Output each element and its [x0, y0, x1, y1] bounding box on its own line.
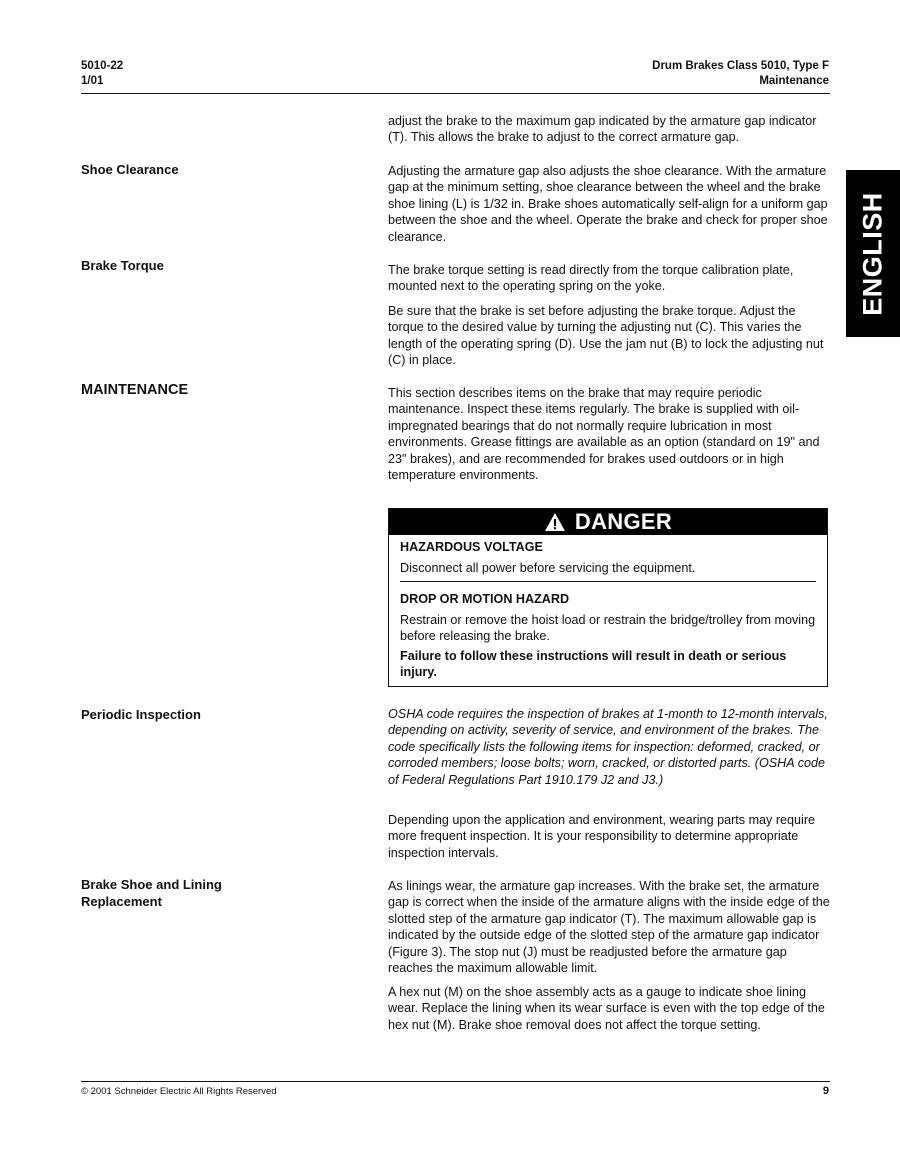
- doc-title: Drum Brakes Class 5010, Type F: [652, 60, 829, 72]
- heading-maintenance: MAINTENANCE: [81, 382, 189, 398]
- hazard-motion-text: Restrain or remove the hoist load or restrain the bridge/trolley from moving before releasing the brake.: [400, 613, 816, 644]
- danger-warning-text: Failure to follow these instructions will result in death or serious injury.: [400, 649, 787, 680]
- lining-paragraph-1: As linings wear, the armature gap increases. With the brake set, the armature gap is correct when the inside of the armature aligns with the inside edge of the slotted step of the armature gap indicator (T). The maximum allowable gap is indicated by the outside edge of the slotted step of the armature gap indicator (Figure 3). The stop nut (J) must be readjusted before the armature gap reaches the maximum allowable limit.: [388, 879, 830, 976]
- hazard-voltage-title: HAZARDOUS VOLTAGE: [400, 540, 543, 554]
- heading-brake-shoe-line2: Replacement: [81, 894, 162, 909]
- doc-date: 1/01: [81, 75, 104, 87]
- doc-section: Maintenance: [759, 75, 829, 87]
- doc-number: 5010-22: [81, 60, 124, 72]
- intro-paragraph: adjust the brake to the maximum gap indicated by the armature gap indicator (T). This allows the brake to adjust to the correct armature gap.: [388, 114, 817, 145]
- hazard-motion-title: DROP OR MOTION HAZARD: [400, 592, 570, 606]
- footer-rule: [81, 1081, 830, 1082]
- torque-paragraph-1: The brake torque setting is read directly from the torque calibration plate, mounted next to the operating spring on the yoke.: [388, 263, 794, 294]
- header-left: [81, 59, 123, 89]
- language-tab-label: ENGLISH: [857, 191, 888, 316]
- maintenance-paragraph: This section describes items on the brake that may require periodic maintenance. Inspect these items regularly. The brake is supplied with oil-impregnated bearings that do not normally require lubrication in most environments. Grease fittings are available as an option (standard on 19" and 23" brakes), and are recommended for brakes used outdoors or in high temperature environments.: [388, 386, 820, 483]
- copyright: © 2001 Schneider Electric All Rights Reserved: [81, 1086, 277, 1097]
- hazard-voltage-text: Disconnect all power before servicing the equipment.: [400, 561, 696, 575]
- language-tab: [846, 170, 900, 337]
- inspection-paragraph-2: Depending upon the application and environment, wearing parts may require more frequent inspection. It is your responsibility to determine appropriate inspection intervals.: [388, 813, 816, 860]
- osha-paragraph: OSHA code requires the inspection of brakes at 1-month to 12-month intervals, depending on activity, severity of service, and environment of the brakes. The code specifically lists the following items for inspection: deformed, cracked, or corroded members; loose bolts; worn, cracked, or distorted parts. (OSHA code of Federal Regulations Part 1910.179 J2 and J3.): [388, 707, 828, 787]
- heading-brake-torque: Brake Torque: [81, 258, 164, 273]
- torque-paragraph-2: Be sure that the brake is set before adjusting the brake torque. Adjust the torque to the desired value by turning the adjusting nut (C). This varies the length of the operating spring (D). Use the jam nut (B) to lock the adjusting nut (C) in place.: [388, 304, 824, 368]
- heading-brake-shoe-replacement: [81, 876, 222, 910]
- danger-divider: [400, 581, 816, 582]
- header-rule: [81, 93, 830, 94]
- heading-shoe-clearance: Shoe Clearance: [81, 162, 179, 177]
- heading-brake-shoe-line1: Brake Shoe and Lining: [81, 877, 222, 892]
- danger-title: DANGER: [574, 509, 673, 534]
- danger-header: [389, 509, 827, 535]
- lining-paragraph-2: A hex nut (M) on the shoe assembly acts as a gauge to indicate shoe lining wear. Replace the lining when its wear surface is even with the top edge of the hex nut (M). Brake shoe removal does not affect the torque setting.: [388, 985, 825, 1032]
- warning-triangle-icon: [544, 512, 566, 532]
- shoe-clearance-paragraph: Adjusting the armature gap also adjusts the shoe clearance. With the armature gap at the minimum setting, shoe clearance between the wheel and the brake shoe lining (L) is 1/32 in. Brake shoes automatically self-align for a uniform gap between the shoe and the wheel. Operate the brake and check for proper shoe clearance.: [388, 164, 828, 244]
- heading-periodic-inspection: Periodic Inspection: [81, 707, 201, 722]
- page-number: 9: [822, 1085, 829, 1097]
- danger-box: [388, 508, 828, 687]
- header-right: [652, 59, 829, 89]
